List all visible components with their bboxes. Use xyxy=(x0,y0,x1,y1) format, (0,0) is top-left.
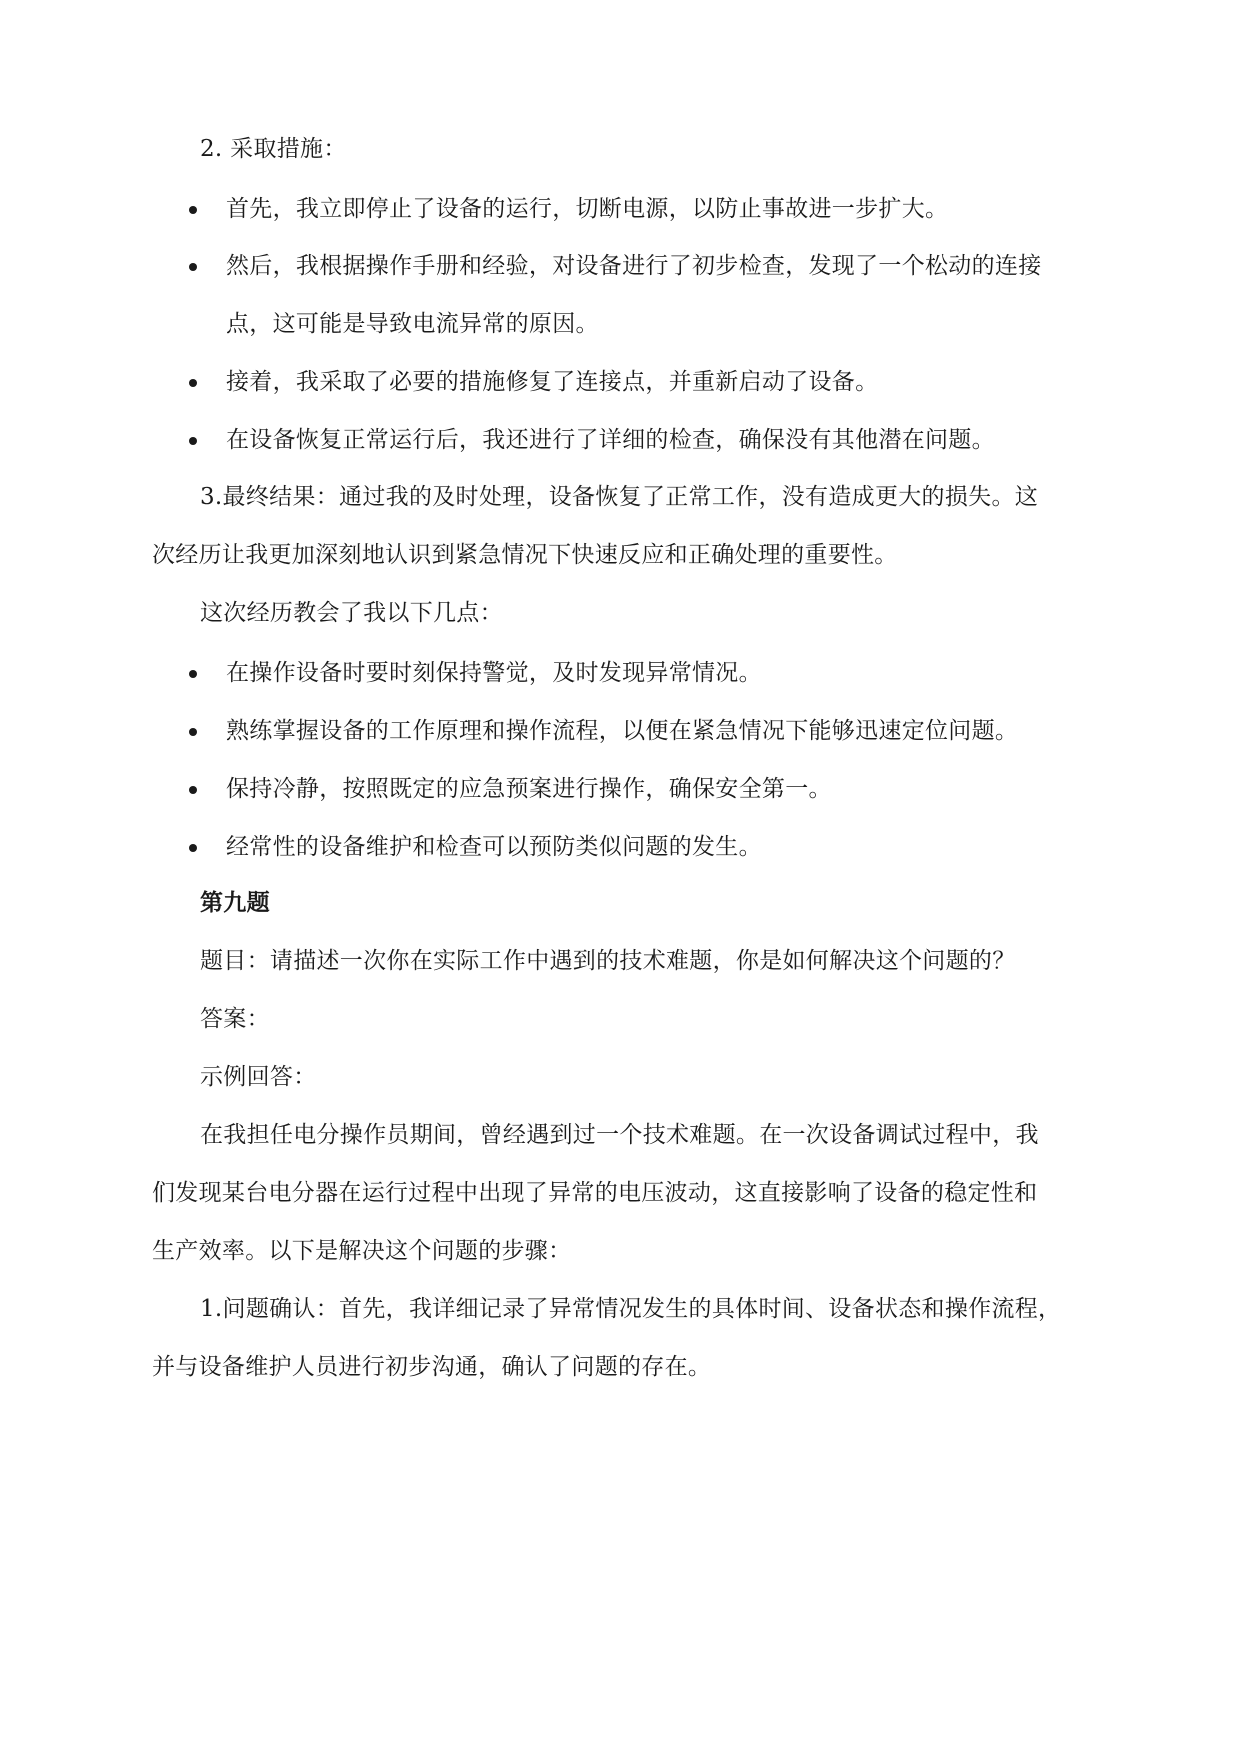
step-paragraph-line: 并与设备维护人员进行初步沟通，确认了问题的存在。 xyxy=(152,1354,712,1380)
bullet-dot xyxy=(189,844,197,852)
bullet-dot xyxy=(189,786,197,794)
bullet-dot xyxy=(189,670,197,678)
answer-paragraph-line: 们发现某台电分器在运行过程中出现了异常的电压波动，这直接影响了设备的稳定性和 xyxy=(152,1180,1038,1206)
bullet-dot xyxy=(189,728,197,736)
list-item-continuation: 点，这可能是导致电流异常的原因。 xyxy=(226,311,599,337)
bullet-dot xyxy=(189,263,197,271)
bullet-dot xyxy=(189,437,197,445)
step-paragraph-line: 1.问题确认：首先，我详细记录了异常情况发生的具体时间、设备状态和操作流程， xyxy=(200,1296,1062,1322)
list-item: 首先，我立即停止了设备的运行，切断电源，以防止事故进一步扩大。 xyxy=(226,196,949,222)
list-item: 保持冷静，按照既定的应急预案进行操作，确保安全第一。 xyxy=(226,776,832,802)
result-paragraph-line: 次经历让我更加深刻地认识到紧急情况下快速反应和正确处理的重要性。 xyxy=(152,542,898,568)
question-text: 题目：请描述一次你在实际工作中遇到的技术难题，你是如何解决这个问题的？ xyxy=(200,948,1016,974)
list-item: 在操作设备时要时刻保持警觉，及时发现异常情况。 xyxy=(226,660,762,686)
lessons-intro: 这次经历教会了我以下几点： xyxy=(200,600,503,626)
bullet-dot xyxy=(189,379,197,387)
bullet-dot xyxy=(189,206,197,214)
list-item: 经常性的设备维护和检查可以预防类似问题的发生。 xyxy=(226,834,762,860)
section-heading-measures: 2. 采取措施： xyxy=(200,136,347,162)
answer-paragraph-line: 生产效率。以下是解决这个问题的步骤： xyxy=(152,1238,572,1264)
answer-paragraph-line: 在我担任电分操作员期间，曾经遇到过一个技术难题。在一次设备调试过程中，我 xyxy=(200,1122,1039,1148)
list-item: 熟练掌握设备的工作原理和操作流程，以便在紧急情况下能够迅速定位问题。 xyxy=(226,718,1019,744)
question-title: 第九题 xyxy=(200,889,270,916)
answer-label: 答案： xyxy=(200,1006,270,1032)
list-item: 在设备恢复正常运行后，我还进行了详细的检查，确保没有其他潜在问题。 xyxy=(226,427,995,453)
list-item: 然后，我根据操作手册和经验，对设备进行了初步检查，发现了一个松动的连接 xyxy=(226,253,1042,279)
list-item: 接着，我采取了必要的措施修复了连接点，并重新启动了设备。 xyxy=(226,369,879,395)
result-paragraph-line: 3.最终结果：通过我的及时处理，设备恢复了正常工作，没有造成更大的损失。这 xyxy=(200,484,1039,510)
example-label: 示例回答： xyxy=(200,1064,317,1090)
